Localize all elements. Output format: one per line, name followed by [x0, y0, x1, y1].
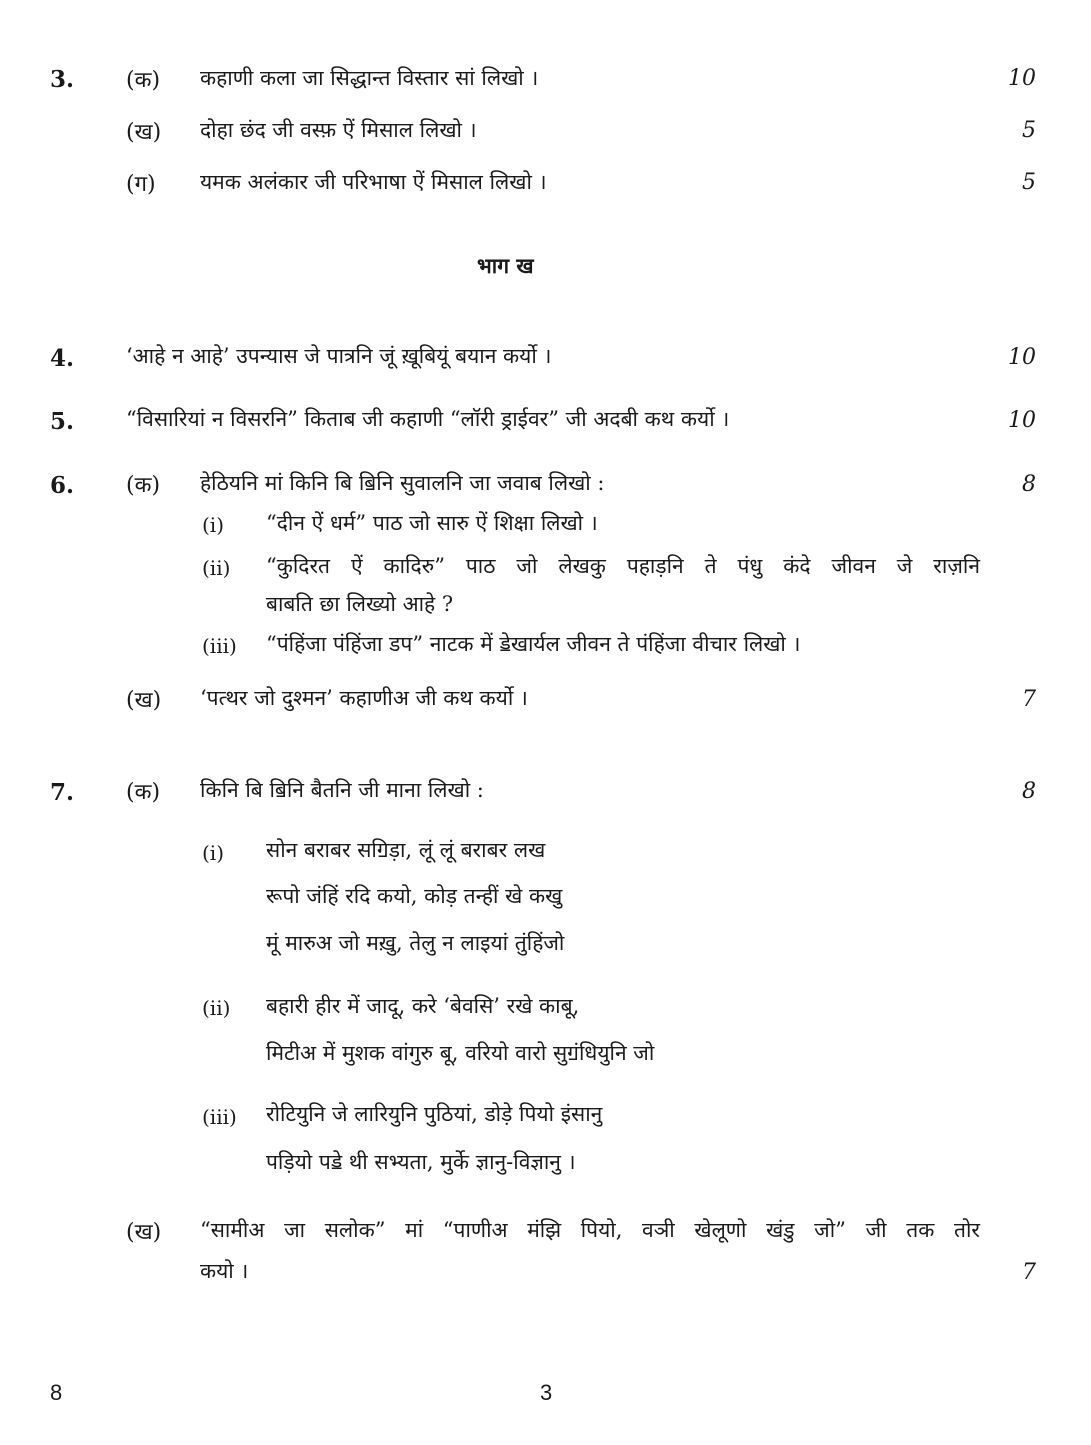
q4-number: 4.	[50, 345, 75, 372]
q6a-item-roman: (iii)	[202, 634, 237, 658]
verse-line: रूपो जंहिं रदि कयो, कोड़ तन्हीं खे कखु	[266, 884, 563, 908]
q5-text: “विसारियां न विसरनि” किताब जी कहाणी “लॉरी ड्राईवर” जी अदबी कथ कर्यो ।	[126, 407, 730, 431]
verse-line: बहारी हीर में जादू, करे ‘बेवसि’ रखे काबू,	[266, 994, 580, 1018]
footer-code: 8	[50, 1380, 63, 1405]
q6b-label: (ख)	[126, 688, 162, 713]
q7b-label: (ख)	[126, 1220, 162, 1245]
q6a-text: हेठियनि मां किनि बि ॿिनि सुवालनि जा जवाब लिखो :	[200, 471, 605, 495]
verse-line: पड़ियो पॾे थी सभ्यता, मुर्के ज्ञानु-विज्ञानु ।	[266, 1150, 576, 1174]
q6a-item-roman: (i)	[202, 513, 225, 537]
q6a-item-line: “पंहिंजा पंहिंजा डप” नाटक में ॾेखार्यल जीवन ते पंहिंजा वीचार लिखो ।	[266, 632, 801, 656]
q6a-item-line: “कुदिरत ऐं कादिरु” पाठ जो लेखकु पहाड़नि ते पंधु कंदे जीवन जे राज़नि	[266, 554, 980, 578]
q5-number: 5.	[50, 408, 75, 435]
q4-marks: 10	[1008, 345, 1036, 370]
q6a-item-roman: (ii)	[202, 556, 231, 580]
verse-line: रोटियुनि जे लारियुनि पुठियां, डोड़े पियो इंसानु	[266, 1102, 603, 1126]
section-heading: भाग ख	[477, 253, 534, 278]
q6b-marks: 7	[1022, 687, 1036, 712]
q3a-text: कहाणी कला जा सिद्धान्त विस्तार सां लिखो ।	[200, 66, 539, 90]
q7a-marks: 8	[1022, 779, 1036, 804]
q6-number: 6.	[50, 472, 75, 499]
q7b-text-line: कयो ।	[200, 1259, 249, 1283]
verse-line: मिटीअ में मुशक वांगुरु बू, वरियो वारो सुॻंधियुनि जो	[266, 1041, 655, 1065]
q6a-label: (क)	[126, 473, 161, 498]
q6a-item-line: बाबति छा लिख्यो आहे ?	[266, 592, 454, 616]
q6b-text: ‘पत्थर जो दुश्मन’ कहाणीअ जी कथ कर्यो ।	[200, 686, 528, 710]
q6a-marks: 8	[1022, 472, 1036, 497]
q3a-label: (क)	[126, 68, 161, 93]
q7a-item-roman: (iii)	[202, 1105, 237, 1129]
q3c-marks: 5	[1022, 170, 1036, 195]
q6a-item-line: “दीन ऐं धर्म” पाठ जो सारु ऐं शिक्षा लिखो ।	[266, 511, 598, 535]
q3-number: 3.	[50, 66, 75, 93]
verse-line: सोन बराबर सॻिड़ा, लूं लूं बराबर लख	[266, 838, 546, 862]
q7a-item-roman: (ii)	[202, 996, 231, 1020]
q7a-text: किनि बि ॿिनि बैतनि जी माना लिखो :	[200, 778, 484, 802]
q7-number: 7.	[50, 779, 75, 806]
q5-marks: 10	[1008, 408, 1036, 433]
q7b-text-line: “सामीअ जा सलोक” मां “पाणीअ मंझि पियो, वञी खेलूणो खंडु जो” जी तक तोर	[200, 1218, 980, 1242]
q3b-marks: 5	[1022, 118, 1036, 143]
page-number: 3	[540, 1380, 553, 1405]
q7a-label: (क)	[126, 780, 161, 805]
q3c-text: यमक अलंकार जी परिभाषा ऐं मिसाल लिखो ।	[200, 170, 547, 194]
q7a-item-roman: (i)	[202, 841, 225, 865]
q3b-text: दोहा छंद जी वस्फ़ ऐं मिसाल लिखो ।	[200, 118, 477, 142]
q3a-marks: 10	[1008, 66, 1036, 91]
q4-text: ‘आहे न आहे’ उपन्यास जे पात्रनि जूं ख़ूबियूं बयान कर्यो ।	[126, 344, 552, 368]
q3c-label: (ग)	[126, 172, 156, 197]
verse-line: मूं मारुअ जो मख़ु, तेलु न लाइयां तुंहिंजो	[266, 931, 565, 955]
q3b-label: (ख)	[126, 120, 162, 145]
q7b-marks: 7	[1022, 1260, 1036, 1285]
